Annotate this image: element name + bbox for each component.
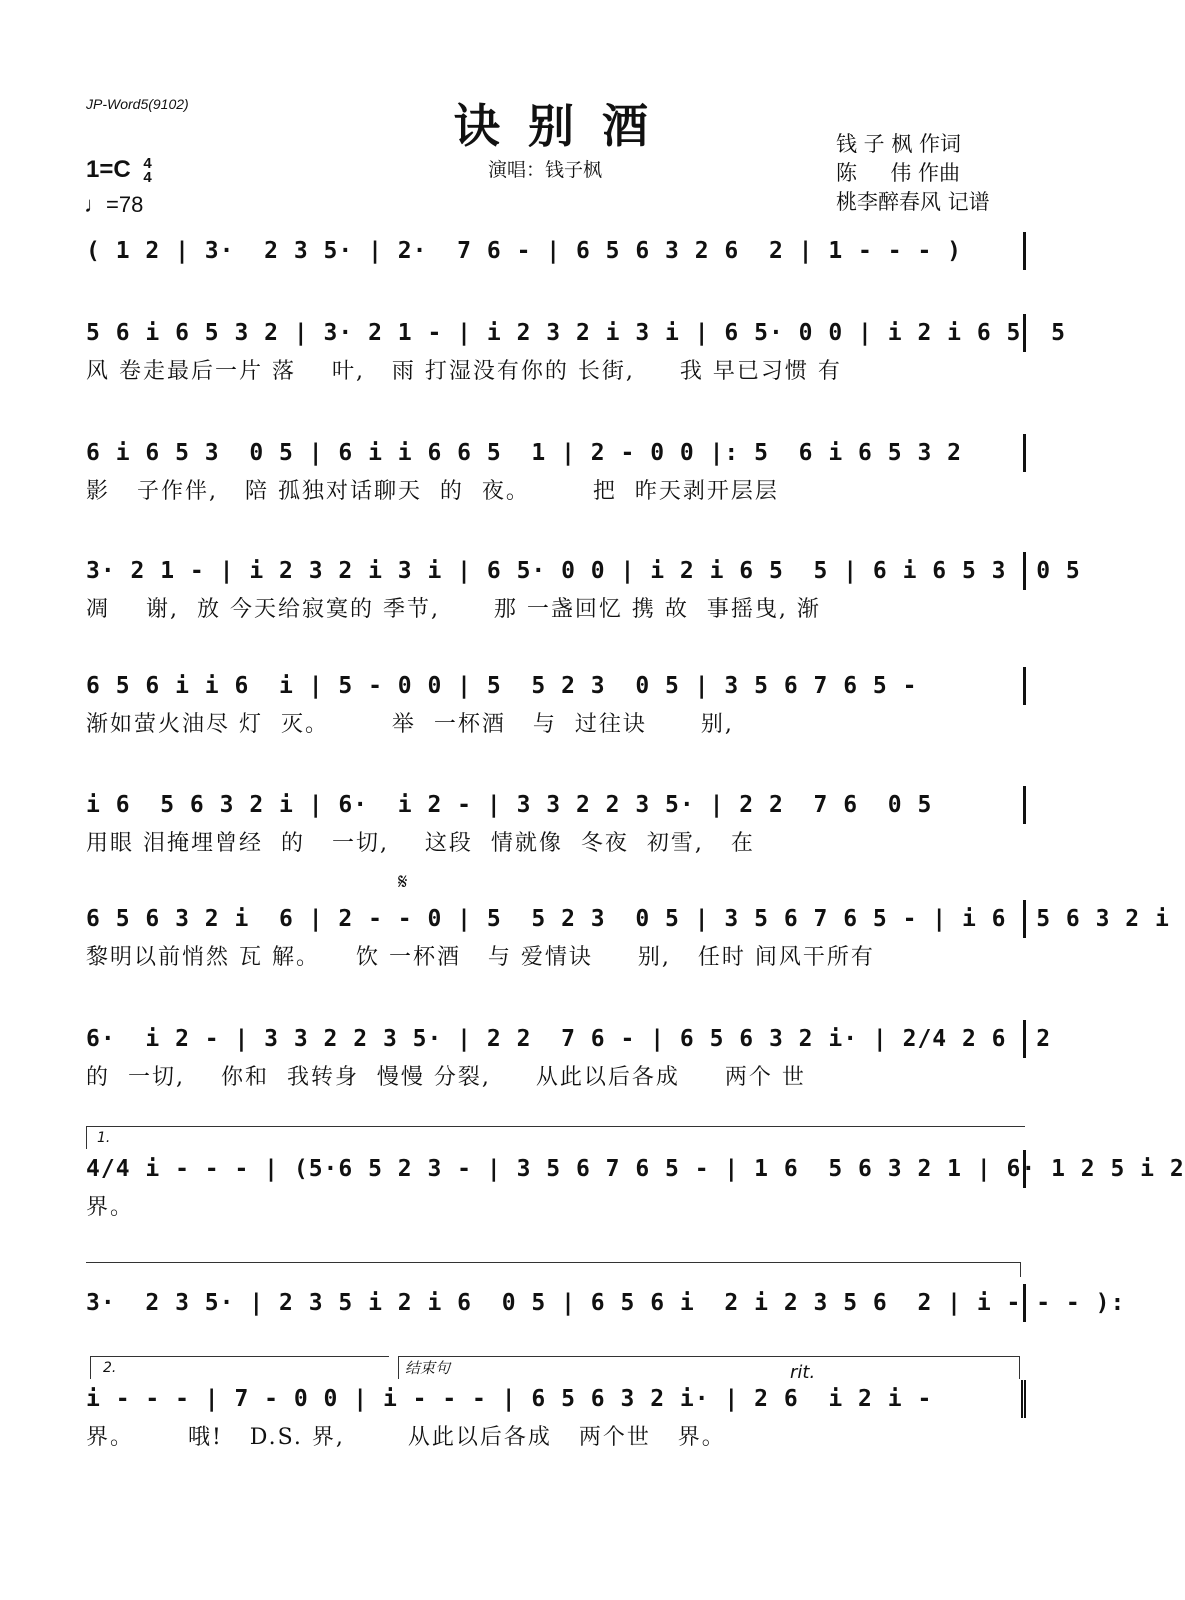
song-title: 诀别酒	[454, 99, 676, 153]
lyrics-line: 影 子作伴, 陪 孤独对话聊天 的 夜。 把 昨天剥开层层	[86, 479, 779, 504]
score-system-5	[86, 667, 1026, 741]
transcriber-credit: 桃李醉春风 记谱	[836, 190, 990, 214]
composer-credit: 陈 伟 作曲	[836, 161, 961, 185]
score-system-3	[86, 434, 1026, 508]
rit-mark: rit.	[790, 1362, 816, 1383]
score-system-6	[86, 786, 1026, 860]
key-label: 1=C	[86, 156, 131, 183]
notes-line: ( 1 2 | 3· 2 3 5· | 2· 7 6 - | 6 5 6 3 2 6 2 | 1 - - - )	[86, 232, 1026, 270]
score-system-9	[86, 1150, 1185, 1224]
notes-line: 5 6 i 6 5 3 2 | 3· 2 1 - | i 2 3 2 i 3 i | 6 5· 0 0 | i 2 i 6 5 5	[86, 314, 1026, 352]
notes-line: 6 i 6 5 3 0 5 | 6 i i 6 6 5 1 | 2 - 0 0 |: 5 6 i 6 5 3 2	[86, 434, 1026, 472]
volta-2-label: 2.	[103, 1360, 117, 1376]
key-signature	[86, 156, 152, 185]
time-bottom: 4	[143, 168, 152, 186]
notes-line: 3· 2 1 - | i 2 3 2 i 3 i | 6 5· 0 0 | i 2 i 6 5 5 | 6 i 6 5 3 0 5	[86, 552, 1026, 590]
lyrics-line: 凋 谢, 放 今天给寂寞的 季节, 那 一盏回忆 携 故 事摇曳, 渐	[86, 597, 821, 622]
lyrics-line: 风 卷走最后一片 落 叶, 雨 打湿没有你的 长街, 我 早已习惯 有	[86, 359, 842, 384]
segno-mark: 𝄋	[398, 870, 408, 895]
lyrics-line: 界。 哦! D.S. 界, 从此以后各成 两个世 界。	[86, 1425, 726, 1450]
lyrics-line: 渐如萤火油尽 灯 灭。 举 一杯酒 与 过往诀 别,	[86, 712, 734, 737]
lyrics-line: 用眼 泪掩埋曾经 的 一切, 这段 情就像 冬夜 初雪, 在	[86, 831, 755, 856]
lyrics-line	[86, 274, 1026, 306]
volta-1-continuation	[86, 1262, 1021, 1277]
coda-label: 结束句	[405, 1359, 451, 1377]
lyrics-line: 的 一切, 你和 我转身 慢慢 分裂, 从此以后各成 两个 世	[86, 1065, 806, 1090]
score-system-2	[86, 314, 1081, 388]
notes-line: 6 5 6 3 2 i 6 | 2 - - 0 | 5 5 2 3 0 5 | 3 5 6 7 6 5 - | i 6 5 6 3 2 i	[86, 900, 1026, 938]
volta-2-bracket	[90, 1356, 389, 1379]
volta-1-label: 1.	[97, 1130, 111, 1146]
credits-block	[836, 130, 990, 217]
coda-bracket	[398, 1356, 1020, 1379]
notes-line: 6· i 2 - | 3 3 2 2 3 5· | 2 2 7 6 - | 6 5 6 3 2 i· | 2/4 2 6 2	[86, 1020, 1026, 1058]
singer-credit: 演唱：钱子枫	[488, 159, 603, 181]
score-system-4	[86, 552, 1081, 626]
score-system-7	[86, 900, 1170, 974]
notes-line: i - - - | 7 - 0 0 | i - - - | 6 5 6 3 2 i· | 2 6 i 2 i -	[86, 1380, 1026, 1418]
score-system-11	[86, 1380, 1026, 1454]
notes-line: 4/4 i - - - | (5·6 5 2 3 - | 3 5 6 7 6 5 - | 1 6 5 6 3 2 1 | 6· 1 2 5 i 2	[86, 1150, 1026, 1188]
tempo-mark: ♩=78	[84, 192, 144, 217]
notes-line: 6 5 6 i i 6 i | 5 - 0 0 | 5 5 2 3 0 5 | 3 5 6 7 6 5 -	[86, 667, 1026, 705]
time-top: 4	[143, 154, 152, 172]
lyrics-line: 黎明以前悄然 瓦 解。 饮 一杯酒 与 爱情诀 别, 任时 间风干所有	[86, 945, 875, 970]
lyricist-credit: 钱 子 枫 作词	[836, 132, 962, 156]
score-system-1	[86, 232, 1026, 306]
notes-line: 3· 2 3 5· | 2 3 5 i 2 i 6 0 5 | 6 5 6 i 2 i 2 3 5 6 2 | i - - - ):	[86, 1284, 1026, 1322]
volta-1-bracket	[86, 1126, 1025, 1149]
time-signature	[143, 154, 152, 186]
score-system-10	[86, 1284, 1126, 1322]
software-label: JP-Word5(9102)	[86, 96, 189, 112]
lyrics-line: 界。	[86, 1195, 135, 1220]
notes-line: i 6 5 6 3 2 i | 6· i 2 - | 3 3 2 2 3 5· | 2 2 7 6 0 5	[86, 786, 1026, 824]
score-system-8	[86, 1020, 1052, 1094]
